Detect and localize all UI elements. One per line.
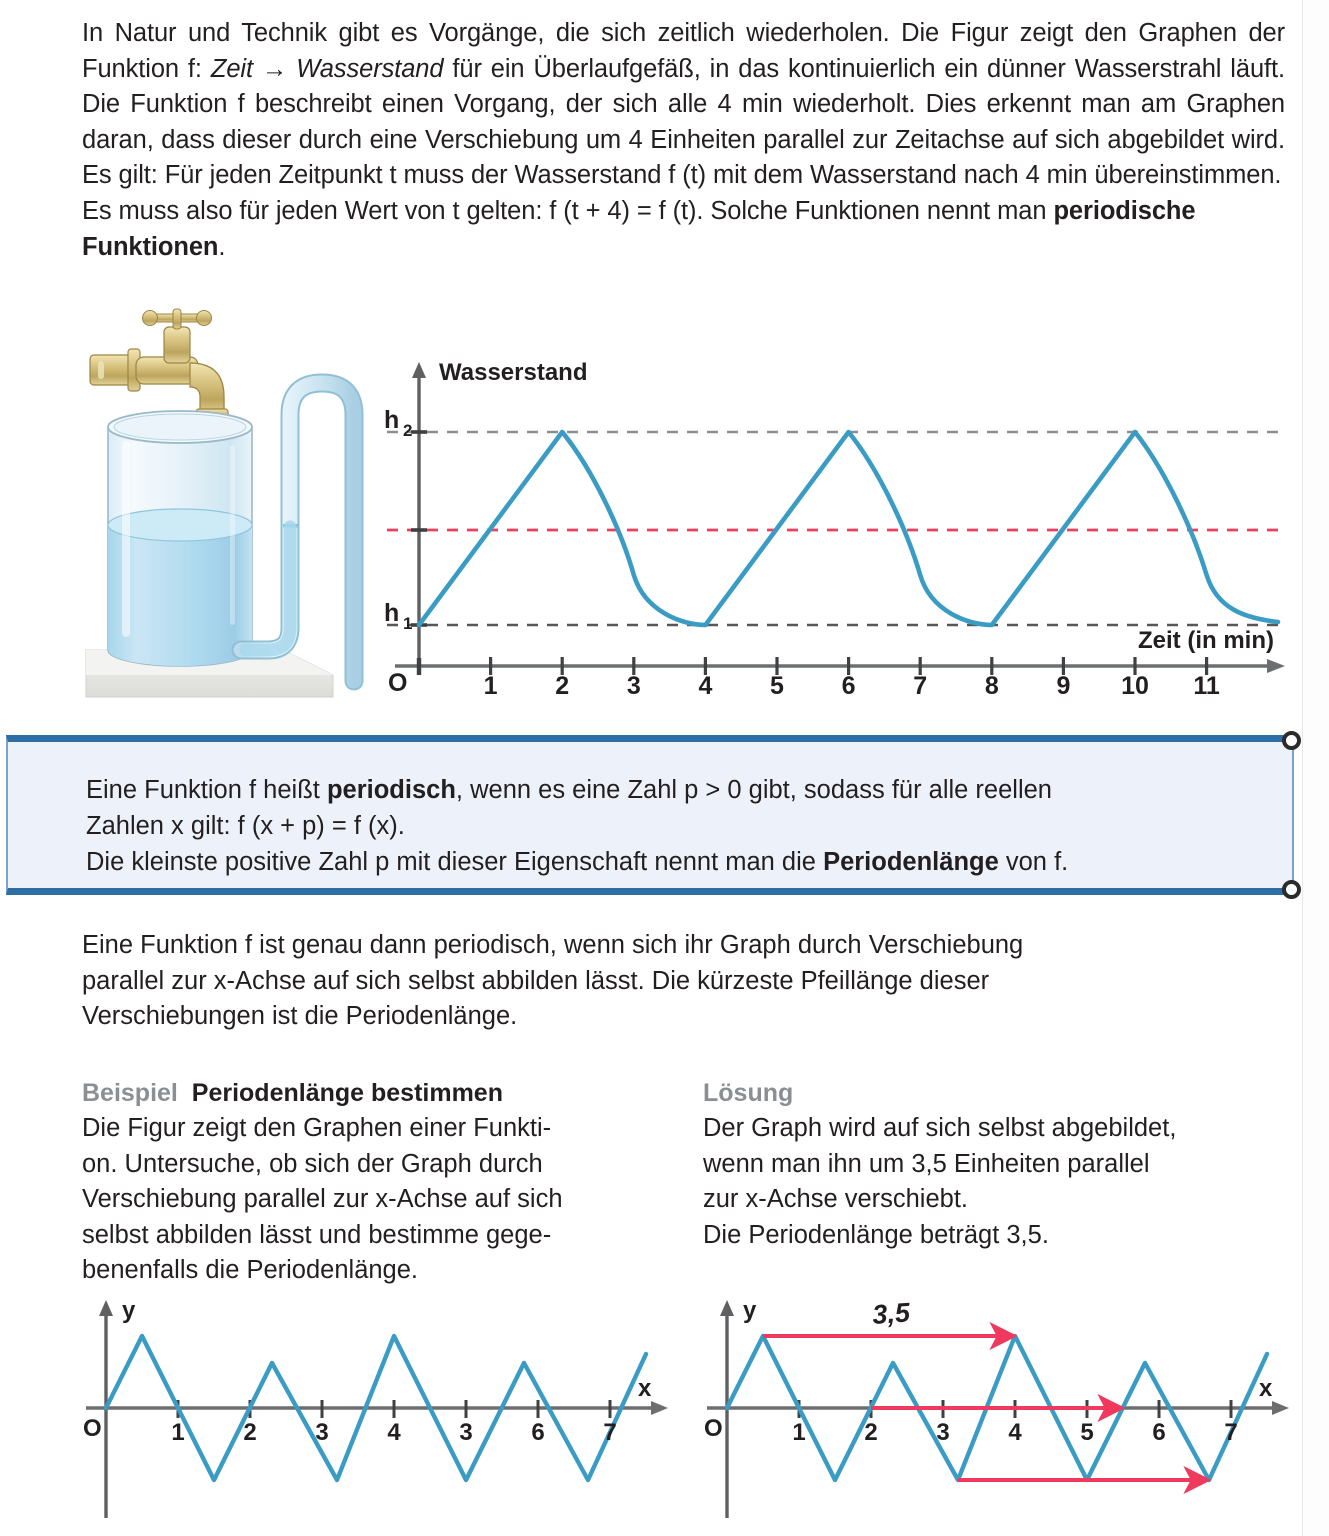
page-right-margin	[1303, 0, 1329, 1536]
svg-text:6: 6	[531, 1419, 545, 1446]
solution-line-3: zur x-Achse verschiebt.	[703, 1185, 969, 1213]
intro-paragraph-2	[82, 194, 1285, 265]
definition-line-3a: Die kleinste positive Zahl p mit dieser Eigenschaft nennt man die	[86, 848, 824, 876]
svg-text:1: 1	[792, 1419, 806, 1446]
definition-line-1a: Eine Funktion f heißt	[86, 776, 327, 804]
y-tick-label-h1: h	[384, 599, 400, 627]
svg-text:7: 7	[1224, 1419, 1238, 1446]
intro-arrow: →	[252, 54, 297, 83]
intro-text-block	[82, 16, 1285, 265]
paragraph-after-line-2: parallel zur x-Achse auf sich selbst abbilden lässt. Die kürzeste Pfeillänge dieser	[82, 966, 990, 995]
y-axis-arrow	[412, 362, 426, 378]
svg-text:3: 3	[626, 672, 641, 695]
ex-origin-label: O	[83, 1415, 102, 1442]
selection-handle-bottom-right[interactable]	[1282, 880, 1301, 899]
solution-column	[703, 1076, 1293, 1253]
definition-line-3	[86, 844, 1246, 880]
svg-text:2: 2	[864, 1419, 878, 1446]
selection-handle-top-right[interactable]	[1282, 731, 1301, 750]
svg-text:2: 2	[555, 672, 570, 695]
intro-text-d: .	[218, 232, 226, 261]
y-tick-label-h2-sub: 2	[403, 421, 413, 440]
sol-y-axis-label: y	[743, 1297, 757, 1324]
y-tick-label-h1-sub: 1	[403, 614, 413, 633]
solution-heading	[703, 1076, 1293, 1110]
ex-y-axis-label: y	[122, 1297, 136, 1324]
figure-overflow-vessel-and-graph	[0, 300, 1300, 700]
siphon-tube	[241, 383, 354, 681]
svg-text:4: 4	[698, 672, 713, 695]
definition-line-2: Zahlen x gilt: f (x + p) = f (x).	[86, 812, 405, 840]
svg-text:7: 7	[603, 1419, 617, 1446]
svg-text:5: 5	[770, 672, 784, 695]
wasserstand-chart	[383, 360, 1288, 695]
example-column	[82, 1076, 662, 1289]
x-axis-label: Zeit (in min)	[1138, 627, 1274, 654]
sol-origin-label: O	[704, 1415, 723, 1442]
svg-text:10: 10	[1121, 672, 1149, 695]
definition-line-1	[86, 772, 1246, 808]
intro-text-a: In Natur und Technik gibt es Vorgänge, die sich zeitlich wiederholen. Die Figur zeigt den Graphen der Funktion f:	[82, 19, 1285, 83]
svg-text:5: 5	[1080, 1419, 1094, 1446]
svg-text:3: 3	[936, 1419, 950, 1446]
intro-italic-zeit: Zeit	[210, 54, 253, 83]
svg-text:9: 9	[1056, 672, 1071, 695]
ex-y-axis-arrow	[99, 1300, 113, 1316]
intro-bold-periodische-funktionen: periodische Funktionen	[82, 196, 1196, 261]
example-tag: Beispiel	[82, 1079, 178, 1107]
svg-text:7: 7	[913, 672, 928, 695]
sol-x-axis-label: x	[1259, 1375, 1273, 1402]
intro-text-c: Es muss also für jeden Wert von t gelten: f (t + 4) = f (t). Solche Funktionen nennt man	[82, 196, 1054, 225]
definition-line-1c: , wenn es eine Zahl p > 0 gibt, sodass für alle reellen	[455, 776, 1052, 804]
svg-text:3: 3	[459, 1419, 473, 1446]
definition-box	[6, 735, 1294, 895]
svg-text:1: 1	[483, 672, 498, 695]
sol-y-axis-arrow	[720, 1300, 734, 1316]
y-tick-label-h2: h	[384, 406, 400, 434]
paragraph-after-line-3: Verschiebungen ist die Periodenlänge.	[82, 1002, 518, 1030]
solution-zigzag-chart	[703, 1288, 1303, 1536]
definition-line-3c: von f.	[998, 848, 1069, 876]
paragraph-after-line-1: Eine Funktion f ist genau dann periodisch, wenn sich ihr Graph durch Verschiebung	[82, 931, 1024, 959]
example-line-4: selbst abbilden lässt und bestimme gege-	[82, 1220, 552, 1249]
shift-label: 3,5	[871, 1297, 911, 1330]
intro-text-b: für ein Überlaufgefäß, in das kontinuierlich ein dünner Wasserstrahl läuft. Die Funktion f beschreibt einen Vorgang, der sich alle 4 min wiederholt. Dies erkennt man am Graphen daran, dass dieser durch eine Verschiebung um 4 Einheiten parallel zur Zeitachse auf sich abgebildet wird. Es gilt: Für jeden Zeitpunkt t muss der Wasserstand f (t) mit dem Wasserstand nach 4 min übereinstimmen.	[82, 54, 1285, 190]
solution-tag: Lösung	[703, 1079, 794, 1107]
svg-text:11: 11	[1193, 672, 1220, 695]
svg-text:2: 2	[243, 1419, 257, 1446]
svg-text:3: 3	[315, 1419, 329, 1446]
example-line-3: Verschiebung parallel zur x-Achse auf sich	[82, 1185, 563, 1213]
overflow-vessel-illustration	[78, 305, 383, 700]
example-title: Periodenlänge bestimmen	[191, 1079, 503, 1107]
ex-x-axis-arrow	[651, 1401, 668, 1415]
example-heading	[82, 1076, 662, 1110]
x-axis-arrow	[1267, 659, 1285, 673]
example-line-2: on. Untersuche, ob sich der Graph durch	[82, 1149, 543, 1178]
glass-cylinder	[108, 411, 252, 666]
definition-bold-periodisch: periodisch	[326, 776, 456, 804]
definition-text	[86, 772, 1246, 880]
example-line-1: Die Figur zeigt den Graphen einer Funkti-	[82, 1114, 552, 1142]
ex-x-axis-label: x	[638, 1375, 652, 1402]
svg-text:4: 4	[1008, 1419, 1022, 1446]
sol-x-axis-arrow	[1272, 1401, 1289, 1415]
solution-line-2: wenn man ihn um 3,5 Einheiten parallel	[703, 1149, 1150, 1178]
example-zigzag-chart	[82, 1288, 682, 1536]
example-line-5: benenfalls die Periodenlänge.	[82, 1256, 419, 1284]
svg-text:6: 6	[1152, 1419, 1166, 1446]
faucet-icon	[90, 309, 228, 421]
paragraph-after-definition	[82, 928, 1212, 1035]
solution-line-4: Die Periodenlänge beträgt 3,5.	[703, 1220, 1049, 1249]
svg-text:4: 4	[387, 1419, 401, 1446]
definition-bold-periodenlaenge: Periodenlänge	[823, 848, 999, 876]
intro-italic-wasserstand: Wasserstand	[296, 54, 444, 83]
svg-text:8: 8	[984, 672, 999, 695]
origin-label: O	[388, 669, 408, 695]
y-axis-label: Wasserstand	[439, 360, 588, 386]
svg-text:1: 1	[171, 1419, 185, 1446]
intro-paragraph-1	[82, 16, 1285, 194]
x-tick-labels	[484, 672, 1220, 695]
solution-line-1: Der Graph wird auf sich selbst abgebildet,	[703, 1114, 1177, 1142]
wasserstand-curve	[419, 432, 1278, 625]
svg-text:6: 6	[841, 672, 856, 695]
